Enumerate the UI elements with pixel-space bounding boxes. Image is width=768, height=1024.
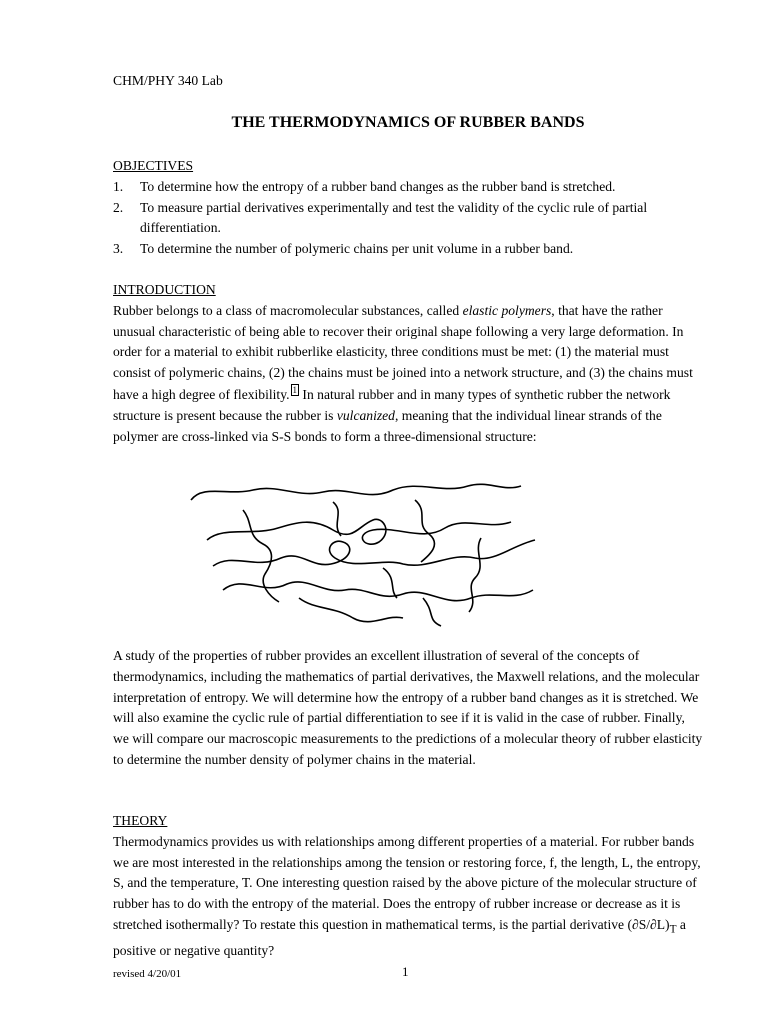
list-item: 2. To measure partial derivatives experimentally and test the validity of the cyclic rule of partial differentiation. <box>113 199 648 236</box>
introduction-paragraph-2: A study of the properties of rubber provides an excellent illustration of several of the concepts of thermodynamics, including the mathematics of partial derivatives, the Maxwell relations, and the molecular interpretation of entropy. We will determine how the entropy of a rubber band changes as it is stretched. We will also examine the cyclic rule of partial differentiation to see if it is valid in the case of rubber. Finally, we will compare our macroscopic measurements to the predictions of a molecular theory of rubber elasticity to determine the number density of polymer chains in the material. <box>113 648 703 767</box>
polymer-chain <box>415 500 434 562</box>
theory-section <box>113 811 703 961</box>
theory-heading: THEORY <box>113 813 168 828</box>
list-item: 1. To determine how the entropy of a rubber band changes as the rubber band is stretched. <box>113 178 616 194</box>
objectives-section <box>113 156 703 260</box>
page-number: 1 <box>402 964 409 979</box>
revision-date: revised 4/20/01 <box>113 968 182 980</box>
document-title: THE THERMODYNAMICS OF RUBBER BANDS <box>231 114 585 131</box>
introduction-paragraph-1: Rubber belongs to a class of macromolecular substances, called elastic polymers, that have the rather unusual characteristic of being able to recover their original shape following a very large deformation. In order for a material to exhibit rubberlike elasticity, three conditions must be met: (1) the material must consist of polymeric chains, (2) the chains must be joined into a network structure, and (3) the chains must have a high degree of flexibility. 1 In natural rubber and in many types of synthetic rubber the network structure is present because the rubber is vulcanized, meaning that the individual linear strands of the polymer are cross-linked via S-S bonds to form a three-dimensional structure: <box>113 302 693 444</box>
introduction-heading: INTRODUCTION <box>113 282 216 297</box>
polymer-network-diagram <box>183 478 545 628</box>
polymer-chain <box>223 582 533 601</box>
objectives-heading: OBJECTIVES <box>113 158 194 173</box>
polymer-chain <box>423 598 441 626</box>
polymer-chain <box>299 598 403 622</box>
polymer-chain <box>191 484 521 500</box>
introduction-paragraph-2-block <box>113 646 703 771</box>
list-item: 3. To determine the number of polymeric chains per unit volume in a rubber band. <box>113 241 574 257</box>
polymer-chain <box>469 538 481 612</box>
introduction-section <box>113 280 703 447</box>
objectives-list <box>113 177 703 260</box>
polymer-chain <box>383 568 397 598</box>
footnote-marker[interactable]: 1 <box>292 384 298 395</box>
course-label: CHM/PHY 340 Lab <box>113 73 223 88</box>
theory-paragraph: Thermodynamics provides us with relationships among different properties of a material. For rubber bands we are most interested in the relationships among the tension or restoring force, f, the length, L, the entropy, S, and the temperature, T. One interesting question raised by the above picture of the molecular structure of rubber has to do with the entropy of the material. Does the entropy of rubber increase or decrease as it is stretched isothermally? To restate this question in mathematical terms, is the partial derivative $(\partial S/\partial L)_T$ a positive or negative quantity? <box>113 833 701 958</box>
